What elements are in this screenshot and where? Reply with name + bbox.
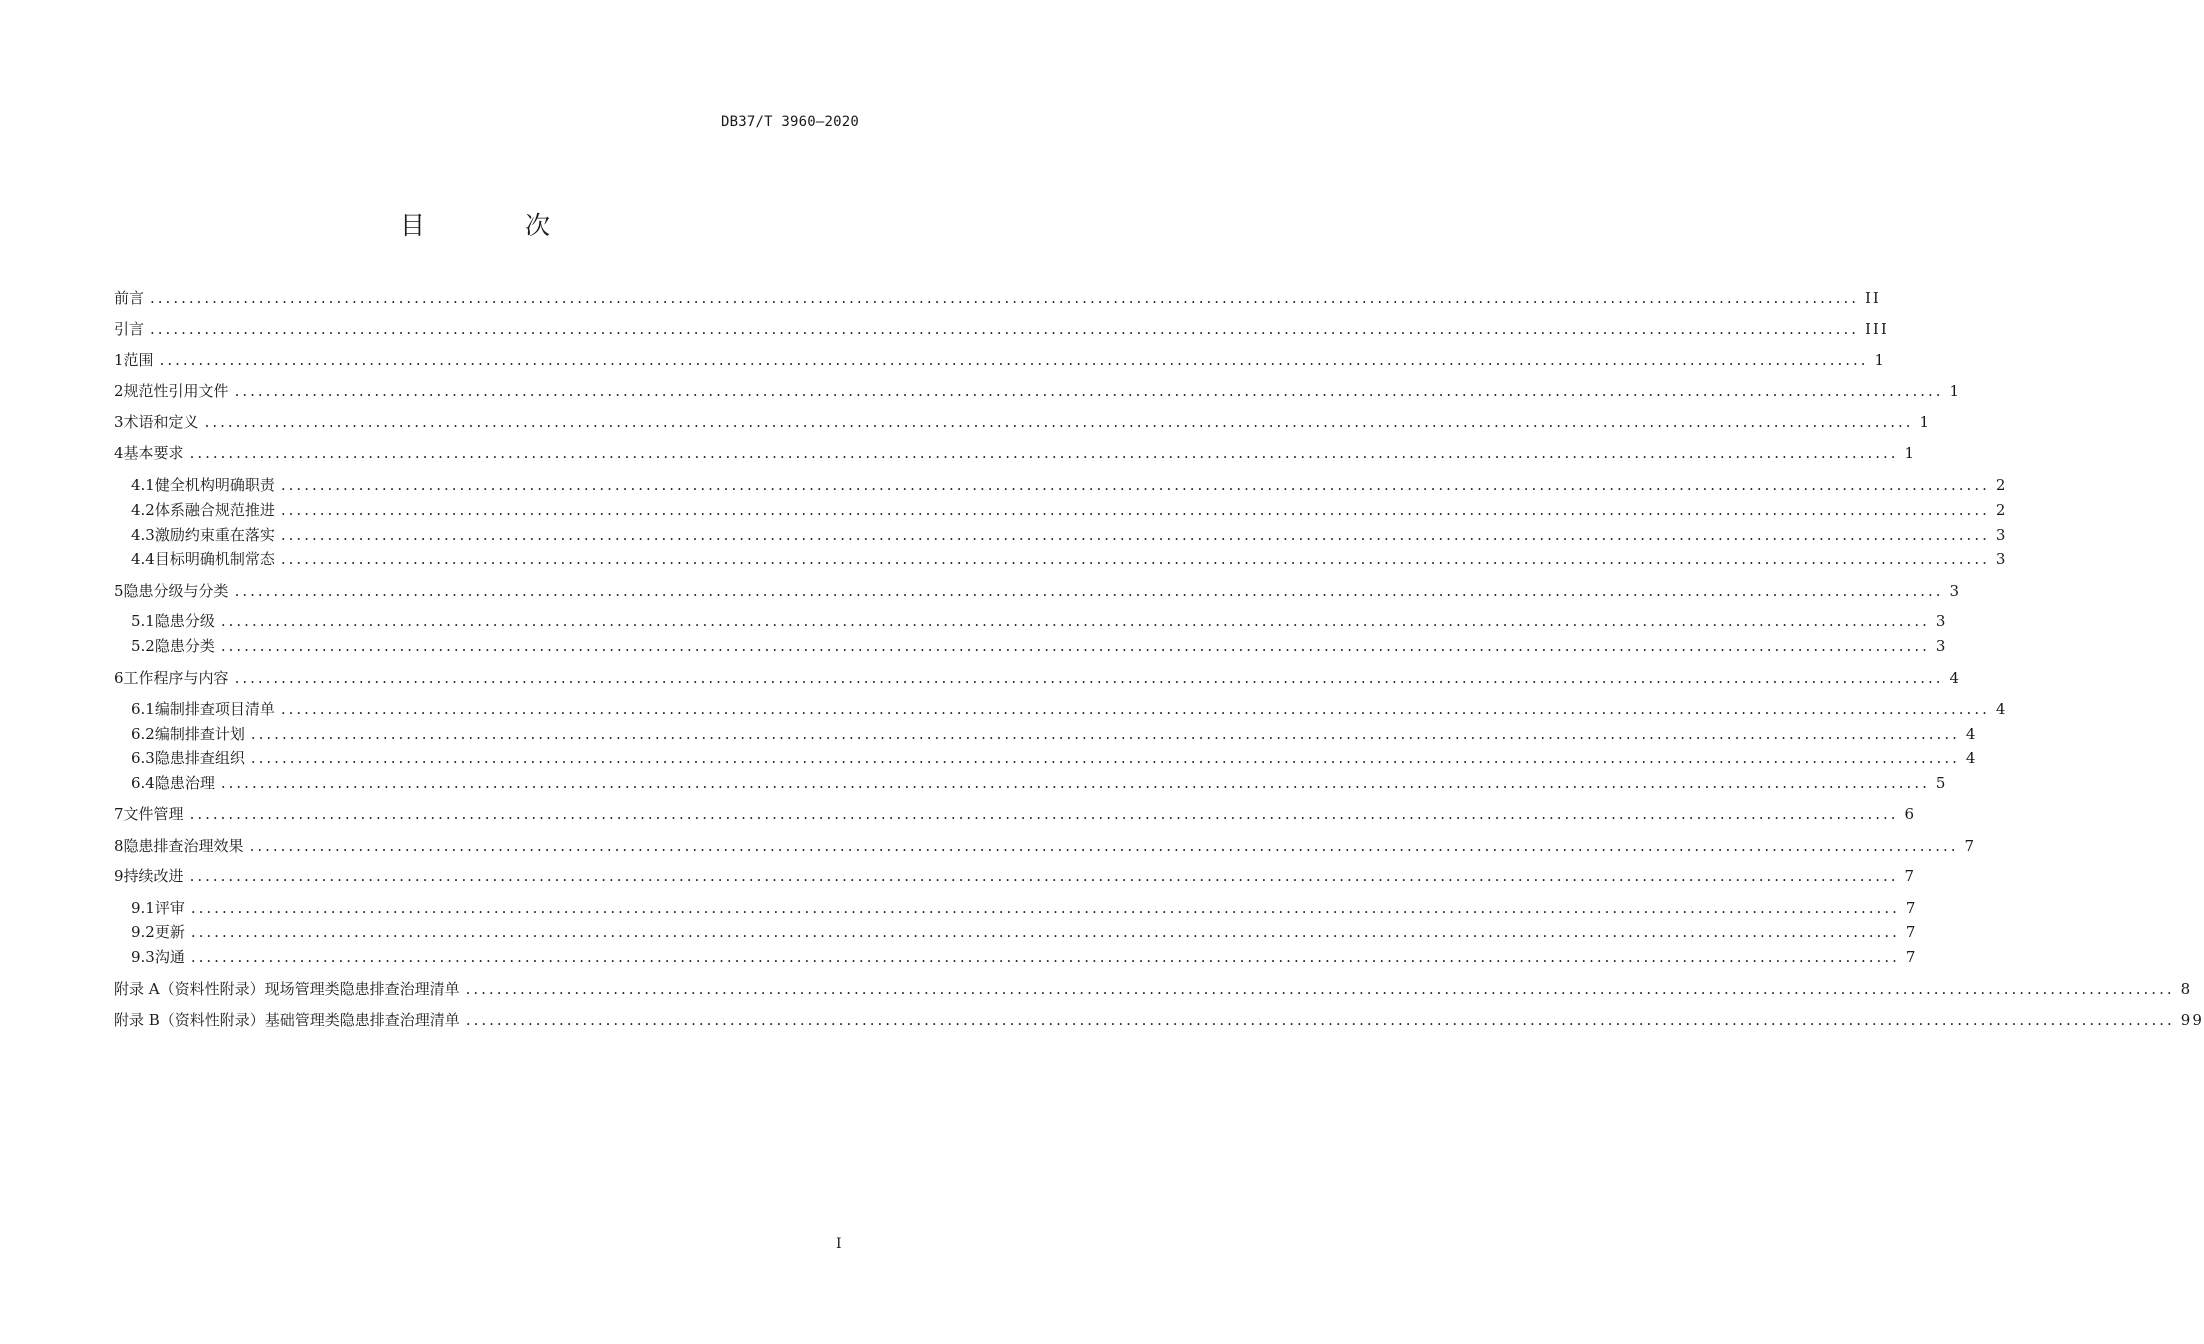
toc-entry[interactable] [114,288,1881,308]
toc-entry[interactable] [131,475,2008,495]
toc-entry[interactable] [114,1010,2204,1030]
toc-entry-title: 基本要求 [123,444,184,462]
toc-entry-page: 99 [2180,1011,2204,1029]
standard-code: DB37/T 3960—2020 [720,114,859,130]
toc-entry-number: 5.1 [131,612,155,630]
toc-entry[interactable] [131,922,1918,942]
toc-entry-page: 6 [1904,805,1917,823]
toc-entry[interactable] [114,350,1887,370]
toc-entry-leader-dots: ............................................................................................................................................................................................................................ [190,923,1900,941]
toc-entry-title: 前言 [114,289,145,307]
toc-entry-leader-dots: ............................................................................................................................................................................................................................ [234,382,1944,400]
toc-entry-number: 4.4 [131,550,155,568]
toc-entry-number: 4 [114,444,124,462]
toc-entry[interactable] [114,866,1917,886]
toc-entry-leader-dots: ............................................................................................................................................................................................................................ [280,700,1990,718]
toc-entry-title: 沟通 [154,948,185,966]
toc-entry[interactable] [131,636,1948,656]
toc-entry-page: 7 [1905,948,1918,966]
toc-entry-leader-dots: ............................................................................................................................................................................................................................ [280,526,1990,544]
toc-entry[interactable] [114,319,1889,339]
toc-entry-subtitle: 机制常态 [214,550,275,568]
toc-entry-page: 4 [1995,700,2008,718]
toc-entry-number: 6.3 [131,749,155,767]
toc-entry-leader-dots: ............................................................................................................................................................................................................................ [220,637,1930,655]
toc-entry-title: 持续改进 [123,867,184,885]
toc-entry-subtitle: 现场管理类隐患排查治理清单 [264,980,460,998]
toc-entry-title: 激励约束 [154,526,215,544]
toc-entry-number: 7 [114,805,124,823]
toc-entry-number: 8 [114,837,124,855]
toc-entry[interactable] [131,525,2008,545]
toc-entry-leader-dots: ............................................................................................................................................................................................................................ [150,289,1859,307]
toc-entry-number: 5 [114,582,124,600]
toc-entry-leader-dots: ............................................................................................................................................................................................................................ [250,725,1960,743]
toc-entry-page: 7 [1904,867,1917,885]
toc-entry-number: 6.1 [131,700,155,718]
toc-entry-page: 3 [1995,526,2008,544]
toc-entry[interactable] [131,500,2008,520]
toc-entry-leader-dots: ............................................................................................................................................................................................................................ [189,867,1899,885]
toc-entry-number: 5.2 [131,637,155,655]
toc-entry-leader-dots: ............................................................................................................................................................................................................................ [465,980,2175,998]
toc-entry-number: 4.1 [131,476,155,494]
toc-entry-page: 1 [1949,382,1962,400]
toc-entry-title: 隐患治理 [154,774,215,792]
toc-entry-leader-dots: ............................................................................................................................................................................................................................ [159,351,1869,369]
toc-entry-title: 健全机构 [154,476,215,494]
toc-entry-title: 隐患分级与分类 [123,582,229,600]
toc-entry-title: 术语和定义 [123,413,199,431]
toc-entry-page: 7 [1964,837,1977,855]
toc-entry-title: 隐患分级 [154,612,215,630]
toc-entry[interactable] [131,699,2008,719]
toc-entry-number: 2 [114,382,124,400]
toc-entry-title: 引言 [114,320,145,338]
toc-entry[interactable] [114,581,1962,601]
toc-entry-number: 9.3 [131,948,155,966]
toc-entry[interactable] [131,773,1948,793]
page-title: 目 次 [400,211,596,240]
toc-entry-number: 9.2 [131,923,155,941]
toc-entry-page: II [1865,289,1881,307]
toc-entry[interactable] [114,381,1962,401]
toc-entry[interactable] [131,549,2008,569]
toc-entry-page: 7 [1905,923,1918,941]
toc-entry-page: 1 [1919,413,1932,431]
toc-entry-leader-dots: ............................................................................................................................................................................................................................ [250,749,1960,767]
toc-entry-title: 更新 [154,923,185,941]
toc-entry-title: 文件管理 [123,805,184,823]
toc-entry-leader-dots: ............................................................................................................................................................................................................................ [280,501,1990,519]
toc-entry-page: 4 [1965,725,1978,743]
toc-entry-page: 8 [2180,980,2193,998]
toc-entry-number: 9.1 [131,899,155,917]
toc-entry-leader-dots: ............................................................................................................................................................................................................................ [220,774,1930,792]
page-number: I [836,1236,842,1252]
toc-entry-title: 隐患排查组织 [154,749,245,767]
toc-entry-number: 6.4 [131,774,155,792]
toc-entry-leader-dots: ............................................................................................................................................................................................................................ [190,948,1900,966]
toc-entry-page: 1 [1904,444,1917,462]
toc-entry-leader-dots: ............................................................................................................................................................................................................................ [220,612,1930,630]
toc-entry-page: 3 [1949,582,1962,600]
toc-entry-title: 规范性引用文件 [123,382,229,400]
toc-entry-leader-dots: ............................................................................................................................................................................................................................ [204,413,1914,431]
toc-entry-number: 9 [114,867,124,885]
toc-entry[interactable] [114,979,2193,999]
toc-entry-subtitle: 规范推进 [214,501,275,519]
toc-entry-page: 2 [1995,476,2008,494]
toc-entry-title: 编制排查计划 [154,725,245,743]
toc-entry[interactable] [131,724,1978,744]
toc-entry-page: 5 [1935,774,1948,792]
toc-entry-page: 1 [1874,351,1887,369]
toc-entry-number: 4.2 [131,501,155,519]
toc-entry-subtitle: 基础管理类隐患排查治理清单 [264,1011,460,1029]
toc-entry-number: 4.3 [131,526,155,544]
toc-entry-title: 评审 [154,899,185,917]
toc-entry-page: III [1865,320,1889,338]
toc-entry-leader-dots: ............................................................................................................................................................................................................................ [189,444,1899,462]
toc-entry-leader-dots: ............................................................................................................................................................................................................................ [189,805,1899,823]
toc-entry[interactable] [131,611,1948,631]
toc-entry[interactable] [114,668,1962,688]
toc-entry[interactable] [131,947,1918,967]
toc-entry-page: 3 [1995,550,2008,568]
toc-entry-title: 范围 [123,351,154,369]
toc-entry[interactable] [131,748,1978,768]
toc-entry-leader-dots: ............................................................................................................................................................................................................................ [190,899,1900,917]
toc-entry-page: 2 [1995,501,2008,519]
toc-entry-title: 体系融合 [154,501,215,519]
toc-entry-page: 7 [1905,899,1918,917]
toc-entry[interactable] [131,898,1918,918]
toc-entry[interactable] [114,804,1917,824]
toc-entry-leader-dots: ............................................................................................................................................................................................................................ [150,320,1859,338]
toc-entry-title: 隐患分类 [154,637,215,655]
toc-entry-leader-dots: ............................................................................................................................................................................................................................ [234,582,1944,600]
toc-entry[interactable] [114,836,1977,856]
toc-entry-number: 3 [114,413,124,431]
toc-entry-leader-dots: ............................................................................................................................................................................................................................ [249,837,1959,855]
toc-entry-title: 附录 A（资料性附录） [114,980,265,998]
toc-entry-number: 6 [114,669,124,687]
toc-entry-page: 4 [1965,749,1978,767]
toc-entry-title: 工作程序与内容 [123,669,229,687]
toc-entry-title: 编制排查项目清单 [154,700,275,718]
toc-entry[interactable] [114,412,1932,432]
toc-entry-page: 3 [1935,612,1948,630]
toc-entry-leader-dots: ............................................................................................................................................................................................................................ [234,669,1944,687]
toc-entry-number: 1 [114,351,124,369]
toc-entry-leader-dots: ............................................................................................................................................................................................................................ [465,1011,2175,1029]
toc-entry-page: 3 [1935,637,1948,655]
toc-entry-leader-dots: ............................................................................................................................................................................................................................ [280,550,1990,568]
toc-entry-title: 隐患排查治理效果 [123,837,244,855]
toc-entry-title: 目标明确 [154,550,215,568]
toc-entry-subtitle: 明确职责 [214,476,275,494]
toc-entry[interactable] [114,443,1917,463]
toc-entry-number: 6.2 [131,725,155,743]
toc-entry-subtitle: 重在落实 [214,526,275,544]
toc-entry-title: 附录 B（资料性附录） [114,1011,265,1029]
toc-entry-leader-dots: ............................................................................................................................................................................................................................ [280,476,1990,494]
toc-entry-page: 4 [1949,669,1962,687]
